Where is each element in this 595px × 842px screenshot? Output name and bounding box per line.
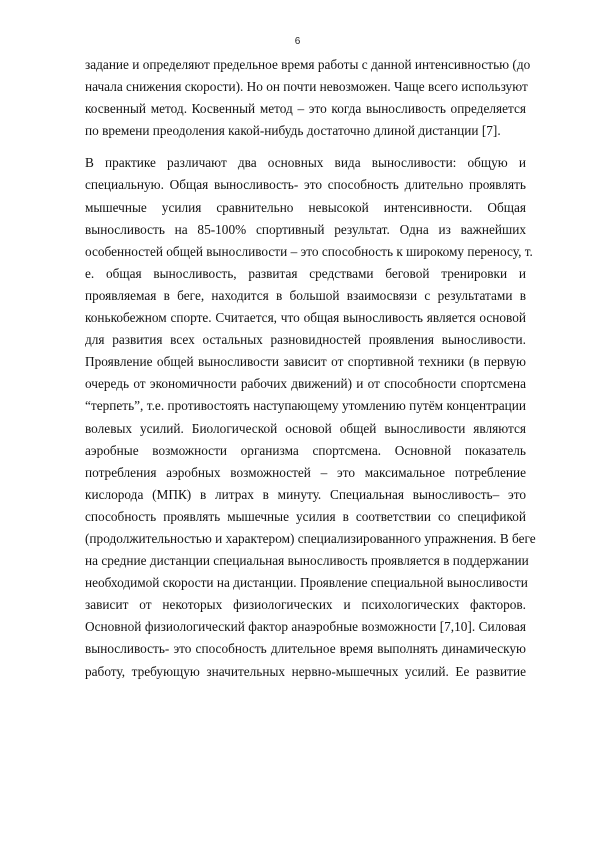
- text-line: на средние дистанции специальная выносливость проявляется в поддержании: [85, 553, 529, 569]
- text-line: косвенный метод. Косвенный метод – это когда выносливость определяется: [85, 101, 526, 117]
- paragraph-2: [85, 152, 536, 682]
- text-line: “терпеть”, т.е. противостоять наступающему утомлению путём концентрации: [85, 398, 526, 414]
- text-line: кислорода (МПК) в литрах в минуту. Специальная выносливость– это: [85, 486, 526, 502]
- text-line: работу, требующую значительных нервно-мышечных усилий. Ее развитие: [85, 663, 526, 679]
- text-line: аэробные возможности организма спортсмена. Основной показатель: [85, 442, 526, 458]
- text-line: задание и определяют предельное время работы с данной интенсивностью (до: [85, 57, 531, 72]
- text-line: начала снижения скорости). Но он почти невозможен. Чаще всего используют: [85, 79, 528, 95]
- text-line: очередь от экономичности рабочих движений) и от способности спортсмена: [85, 376, 526, 392]
- text-line: необходимой скорости на дистанции. Проявление специальной выносливости: [85, 575, 528, 591]
- document-body: [85, 54, 536, 683]
- text-line: проявляемая в беге, находится в большой взаимосвязи с результатами в: [85, 287, 526, 303]
- text-line: зависит от некоторых физиологических и психологических факторов.: [85, 597, 526, 613]
- paragraph-1: [85, 54, 531, 142]
- text-line: (продолжительностью и характером) специализированного упражнения. В беге: [85, 530, 536, 546]
- text-line: особенностей общей выносливости – это способность к широкому переносу, т.: [85, 243, 533, 259]
- text-line: е. общая выносливость, развитая средствами беговой тренировки и: [85, 265, 526, 281]
- text-line: по времени преодоления какой-нибудь достаточно длиной дистанции [7].: [85, 123, 501, 139]
- text-line: Основной физиологический фактор анаэробные возможности [7,10]. Силовая: [85, 619, 526, 635]
- text-line: для развития всех остальных разновидностей проявления выносливости.: [85, 332, 526, 348]
- text-line: выносливость на 85-100% спортивный результат. Одна из важнейших: [85, 221, 526, 237]
- text-line: конькобежном спорте. Считается, что общая выносливость является основой: [85, 310, 526, 326]
- text-line: Проявление общей выносливости зависит от спортивной техники (в первую: [85, 354, 526, 370]
- text-line: В практике различают два основных вида выносливости: общую и: [85, 155, 526, 171]
- text-line: мышечные усилия сравнительно невысокой интенсивности. Общая: [85, 199, 526, 215]
- text-line: волевых усилий. Биологической основой общей выносливости являются: [85, 420, 526, 436]
- text-line: способность проявлять мышечные усилия в соответствии со спецификой: [85, 508, 526, 524]
- text-line: потребления аэробных возможностей – это максимальное потребление: [85, 464, 526, 480]
- page-number: 6: [294, 36, 301, 47]
- text-line: выносливость- это способность длительное время выполнять динамическую: [85, 641, 526, 657]
- text-line: специальную. Общая выносливость- это способность длительно проявлять: [85, 177, 526, 193]
